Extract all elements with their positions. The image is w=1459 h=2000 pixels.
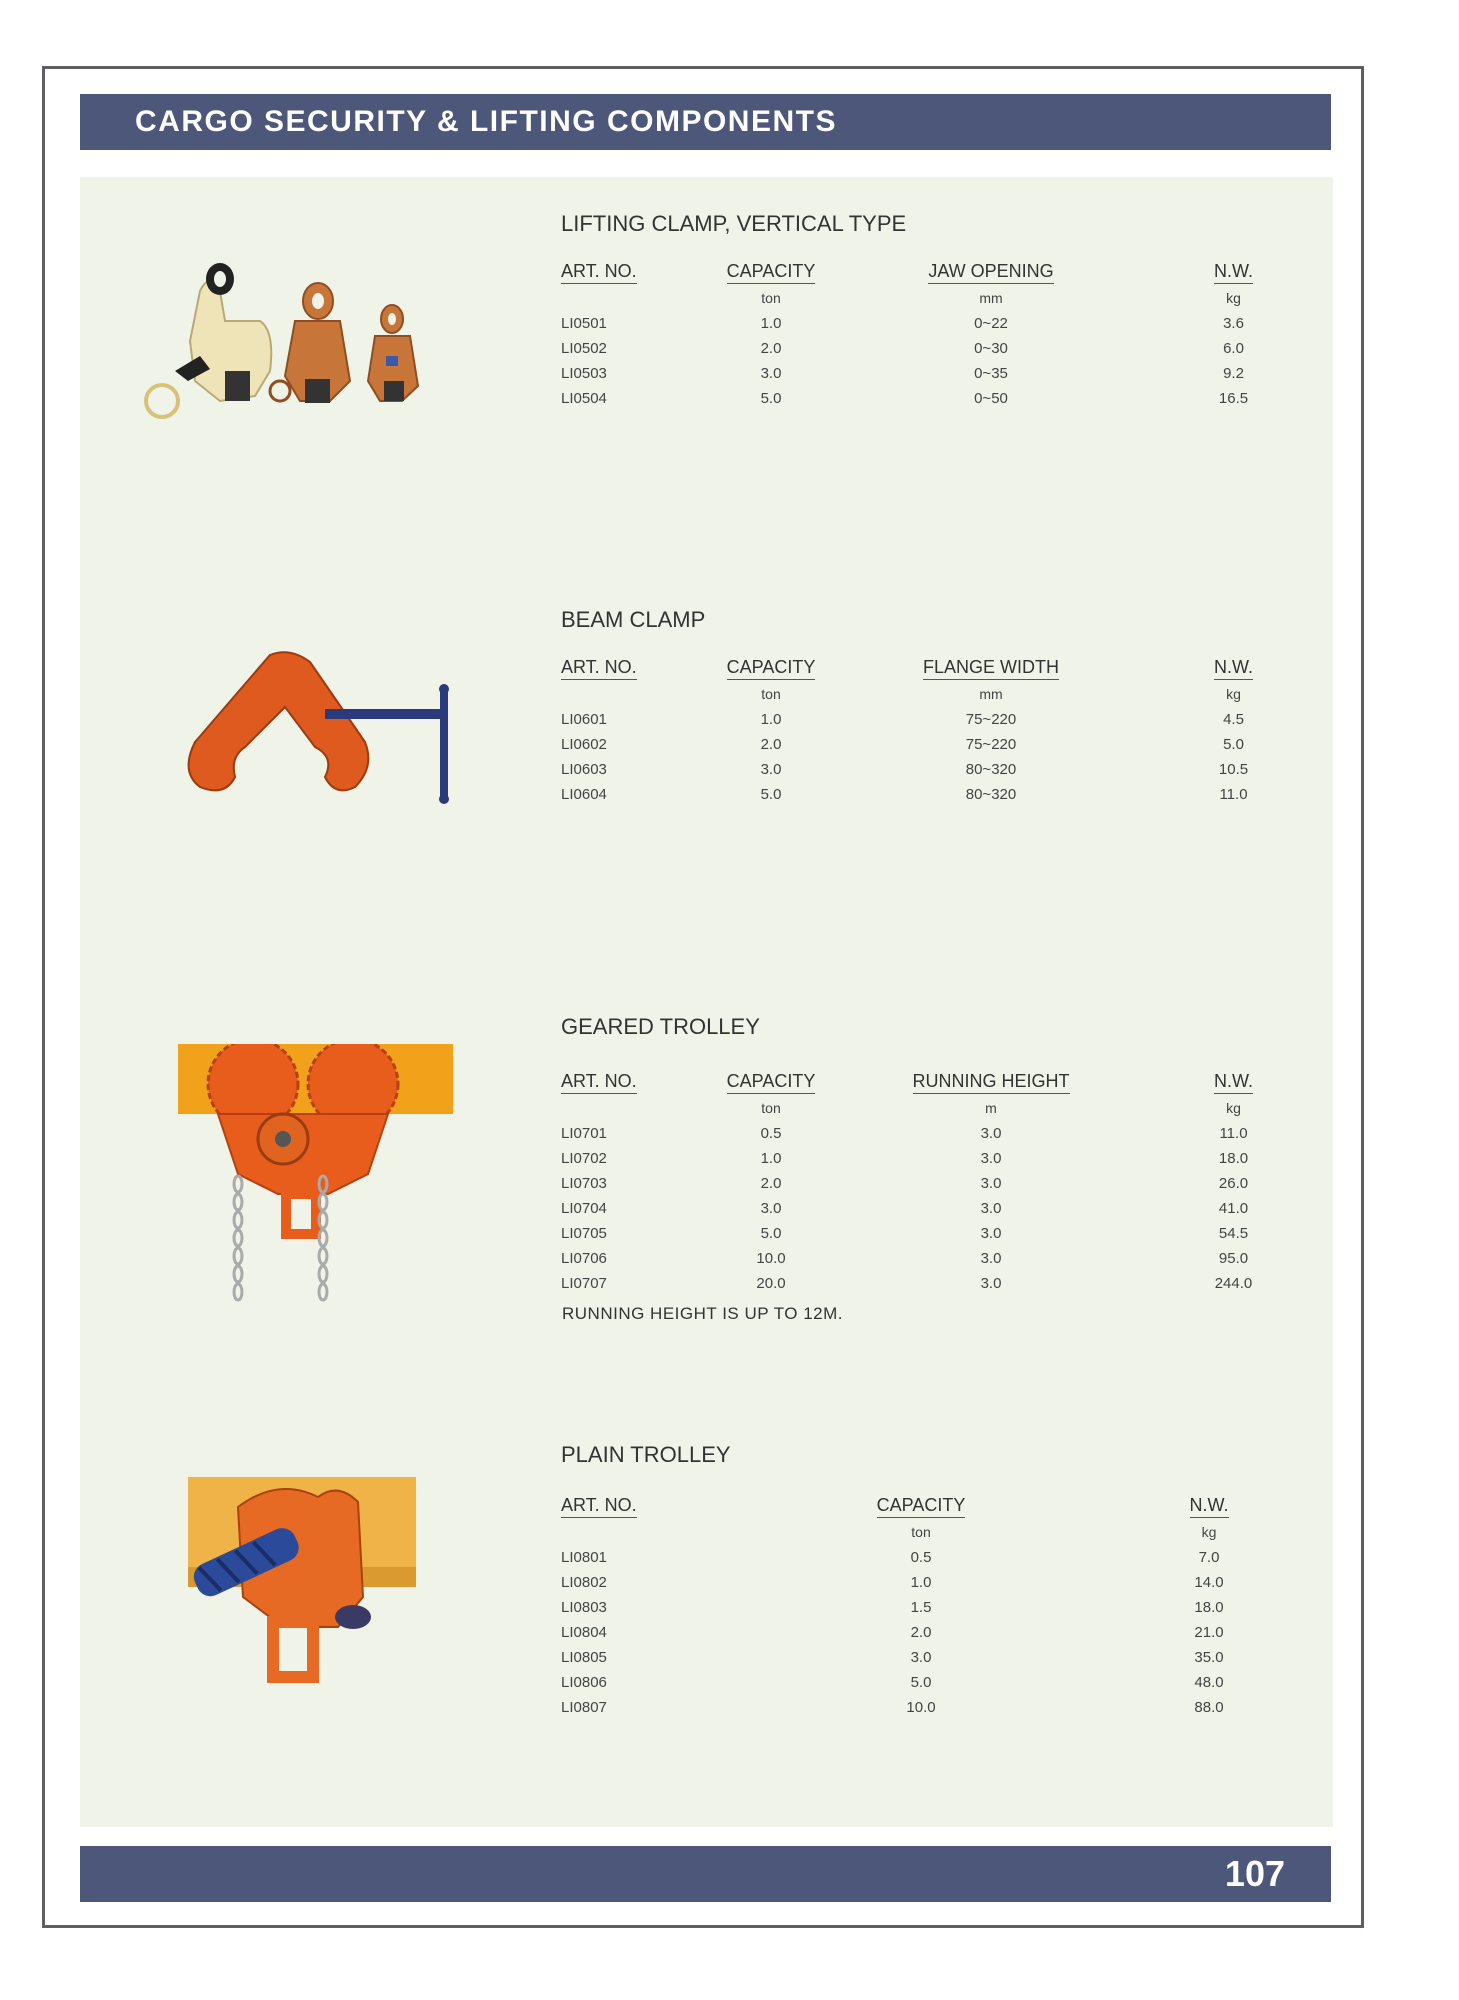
table-cell: kg bbox=[1201, 1524, 1217, 1540]
units-row bbox=[561, 1519, 1297, 1545]
table-cell: LI0504 bbox=[561, 390, 607, 407]
section-title: BEAM CLAMP bbox=[561, 607, 706, 632]
table-row bbox=[561, 732, 1321, 757]
column-header: ART. NO. bbox=[561, 1495, 721, 1519]
table-cell: 5.0 bbox=[910, 1674, 932, 1691]
column-header: CAPACITY bbox=[721, 1495, 1121, 1519]
column-header: FLANGE WIDTH bbox=[836, 657, 1146, 681]
table-cell: LI0805 bbox=[561, 1649, 607, 1666]
spec-table bbox=[561, 657, 1321, 807]
table-cell: 16.5 bbox=[1218, 390, 1249, 407]
table-cell: 1.0 bbox=[760, 1150, 782, 1167]
column-header: N.W. bbox=[1146, 657, 1321, 681]
table-cell: LI0803 bbox=[561, 1599, 607, 1616]
table-cell: 80~320 bbox=[965, 786, 1017, 803]
units-row bbox=[561, 1095, 1321, 1121]
table-row bbox=[561, 1146, 1321, 1171]
column-header: N.W. bbox=[1146, 261, 1321, 285]
table-cell: 1.0 bbox=[910, 1574, 932, 1591]
table-cell: m bbox=[985, 1100, 997, 1116]
table-cell: 5.0 bbox=[760, 1225, 782, 1242]
table-cell: 2.0 bbox=[760, 736, 782, 753]
table-cell: mm bbox=[979, 290, 1003, 306]
table-cell: 4.5 bbox=[1223, 711, 1244, 728]
table-cell: 1.0 bbox=[760, 711, 782, 728]
column-header: CAPACITY bbox=[706, 261, 836, 285]
spec-table bbox=[561, 261, 1321, 411]
table-cell: 3.0 bbox=[760, 365, 782, 382]
table-cell: 5.0 bbox=[760, 786, 782, 803]
table-cell: LI0806 bbox=[561, 1674, 607, 1691]
table-cell: 5.0 bbox=[1223, 736, 1244, 753]
table-cell: LI0502 bbox=[561, 340, 607, 357]
table-cell: LI0807 bbox=[561, 1699, 607, 1716]
page-title: CARGO SECURITY & LIFTING COMPONENTS bbox=[135, 105, 837, 138]
table-cell: 3.0 bbox=[980, 1275, 1002, 1292]
table-cell: 0~30 bbox=[974, 340, 1008, 357]
table-cell: 1.5 bbox=[910, 1599, 932, 1616]
units-row bbox=[561, 285, 1321, 311]
table-row bbox=[561, 1246, 1321, 1271]
table-cell: 3.0 bbox=[980, 1125, 1002, 1142]
table-row bbox=[561, 1221, 1321, 1246]
table-cell: ton bbox=[761, 686, 781, 702]
table-cell: 0~50 bbox=[974, 390, 1008, 407]
table-row bbox=[561, 361, 1321, 386]
table-cell: 26.0 bbox=[1218, 1175, 1249, 1192]
table-row bbox=[561, 1196, 1321, 1221]
table-cell: 75~220 bbox=[965, 711, 1017, 728]
table-cell: kg bbox=[1226, 290, 1241, 306]
table-cell: 80~320 bbox=[965, 761, 1017, 778]
spec-table bbox=[561, 1495, 1297, 1720]
page-number: 107 bbox=[1224, 1853, 1285, 1894]
table-cell: ton bbox=[761, 290, 781, 306]
section-title: LIFTING CLAMP, VERTICAL TYPE bbox=[561, 211, 907, 236]
table-cell: 48.0 bbox=[1194, 1674, 1224, 1691]
table-cell: ton bbox=[911, 1524, 931, 1540]
table-row bbox=[561, 1545, 1297, 1570]
table-row bbox=[561, 1595, 1297, 1620]
section-title: GEARED TROLLEY bbox=[561, 1014, 760, 1039]
table-row bbox=[561, 1670, 1297, 1695]
column-header: ART. NO. bbox=[561, 261, 706, 285]
table-cell: 3.6 bbox=[1223, 315, 1244, 332]
table-cell: 95.0 bbox=[1218, 1250, 1249, 1267]
table-cell: LI0503 bbox=[561, 365, 607, 382]
table-cell bbox=[561, 285, 706, 311]
table-cell: LI0704 bbox=[561, 1200, 607, 1217]
column-header: CAPACITY bbox=[706, 1071, 836, 1095]
table-row bbox=[561, 1570, 1297, 1595]
table-cell: LI0802 bbox=[561, 1574, 607, 1591]
table-cell: 3.0 bbox=[980, 1225, 1002, 1242]
column-header: CAPACITY bbox=[706, 657, 836, 681]
table-row bbox=[561, 1171, 1321, 1196]
table-cell: 11.0 bbox=[1219, 1125, 1248, 1142]
units-row bbox=[561, 681, 1321, 707]
column-header: ART. NO. bbox=[561, 657, 706, 681]
table-cell bbox=[561, 681, 706, 707]
column-header: ART. NO. bbox=[561, 1071, 706, 1095]
table-row bbox=[561, 1271, 1321, 1296]
table-cell: 244.0 bbox=[1214, 1275, 1253, 1292]
table-cell: LI0706 bbox=[561, 1250, 607, 1267]
table-row bbox=[561, 1645, 1297, 1670]
table-cell: LI0501 bbox=[561, 315, 607, 332]
column-header: RUNNING HEIGHT bbox=[836, 1071, 1146, 1095]
table-cell: 18.0 bbox=[1194, 1599, 1224, 1616]
table-cell: 3.0 bbox=[980, 1175, 1002, 1192]
vertical-lifting-clamp-photo bbox=[140, 261, 460, 431]
table-row bbox=[561, 757, 1321, 782]
table-cell: LI0702 bbox=[561, 1150, 607, 1167]
table-cell: 18.0 bbox=[1218, 1150, 1249, 1167]
column-header: N.W. bbox=[1146, 1071, 1321, 1095]
table-cell: 3.0 bbox=[760, 1200, 782, 1217]
column-header: N.W. bbox=[1121, 1495, 1297, 1519]
table-row bbox=[561, 707, 1321, 732]
table-cell: 0.5 bbox=[910, 1549, 932, 1566]
table-row bbox=[561, 1121, 1321, 1146]
table-cell: 3.0 bbox=[980, 1250, 1002, 1267]
table-cell: LI0804 bbox=[561, 1624, 607, 1641]
table-cell: LI0707 bbox=[561, 1275, 607, 1292]
beam-clamp-photo bbox=[175, 647, 455, 822]
table-cell: 10.0 bbox=[756, 1250, 786, 1267]
table-row bbox=[561, 386, 1321, 411]
header-bar bbox=[80, 94, 1331, 150]
table-cell: 0~22 bbox=[974, 315, 1008, 332]
table-cell: 3.0 bbox=[760, 761, 782, 778]
table-row bbox=[561, 311, 1321, 336]
table-cell: 6.0 bbox=[1223, 340, 1244, 357]
section-title: PLAIN TROLLEY bbox=[561, 1442, 731, 1467]
table-cell: LI0604 bbox=[561, 786, 607, 803]
table-cell: 21.0 bbox=[1194, 1624, 1224, 1641]
table-cell: LI0603 bbox=[561, 761, 607, 778]
table-cell: 3.0 bbox=[910, 1649, 932, 1666]
table-cell: LI0703 bbox=[561, 1175, 607, 1192]
table-cell: 2.0 bbox=[760, 1175, 782, 1192]
table-cell: kg bbox=[1226, 686, 1241, 702]
table-cell: 14.0 bbox=[1194, 1574, 1224, 1591]
table-cell: 88.0 bbox=[1194, 1699, 1224, 1716]
table-cell: LI0705 bbox=[561, 1225, 607, 1242]
table-row bbox=[561, 782, 1321, 807]
table-cell: LI0801 bbox=[561, 1549, 607, 1566]
table-cell: 10.0 bbox=[906, 1699, 936, 1716]
table-cell: 1.0 bbox=[760, 315, 782, 332]
footer-bar bbox=[80, 1846, 1331, 1902]
table-cell: 2.0 bbox=[910, 1624, 932, 1641]
column-header: JAW OPENING bbox=[836, 261, 1146, 285]
table-cell: 54.5 bbox=[1218, 1225, 1249, 1242]
table-cell: LI0601 bbox=[561, 711, 607, 728]
table-row bbox=[561, 1695, 1297, 1720]
table-cell: 75~220 bbox=[965, 736, 1017, 753]
table-cell: 11.0 bbox=[1219, 786, 1248, 803]
spec-table bbox=[561, 1071, 1321, 1296]
table-cell: ton bbox=[761, 1100, 781, 1116]
table-cell: mm bbox=[979, 686, 1003, 702]
running-height-note: RUNNING HEIGHT IS UP TO 12M. bbox=[562, 1304, 844, 1323]
table-cell: 7.0 bbox=[1198, 1549, 1220, 1566]
plain-trolley-photo bbox=[188, 1477, 418, 1697]
table-cell: 20.0 bbox=[756, 1275, 786, 1292]
table-cell bbox=[561, 1519, 721, 1545]
table-cell: 2.0 bbox=[760, 340, 782, 357]
table-cell: LI0602 bbox=[561, 736, 607, 753]
table-cell: 3.0 bbox=[980, 1150, 1002, 1167]
table-cell: 9.2 bbox=[1223, 365, 1244, 382]
table-cell: 41.0 bbox=[1218, 1200, 1249, 1217]
table-row bbox=[561, 336, 1321, 361]
table-cell: 5.0 bbox=[760, 390, 782, 407]
table-cell: kg bbox=[1226, 1100, 1241, 1116]
table-cell: 0.5 bbox=[760, 1125, 782, 1142]
table-cell: 0~35 bbox=[974, 365, 1008, 382]
table-cell bbox=[561, 1095, 706, 1121]
table-cell: 3.0 bbox=[980, 1200, 1002, 1217]
table-cell: 10.5 bbox=[1218, 761, 1249, 778]
geared-trolley-photo bbox=[178, 1044, 458, 1314]
table-cell: LI0701 bbox=[561, 1125, 607, 1142]
table-cell: 35.0 bbox=[1194, 1649, 1224, 1666]
table-row bbox=[561, 1620, 1297, 1645]
catalog-content bbox=[80, 177, 1333, 1827]
